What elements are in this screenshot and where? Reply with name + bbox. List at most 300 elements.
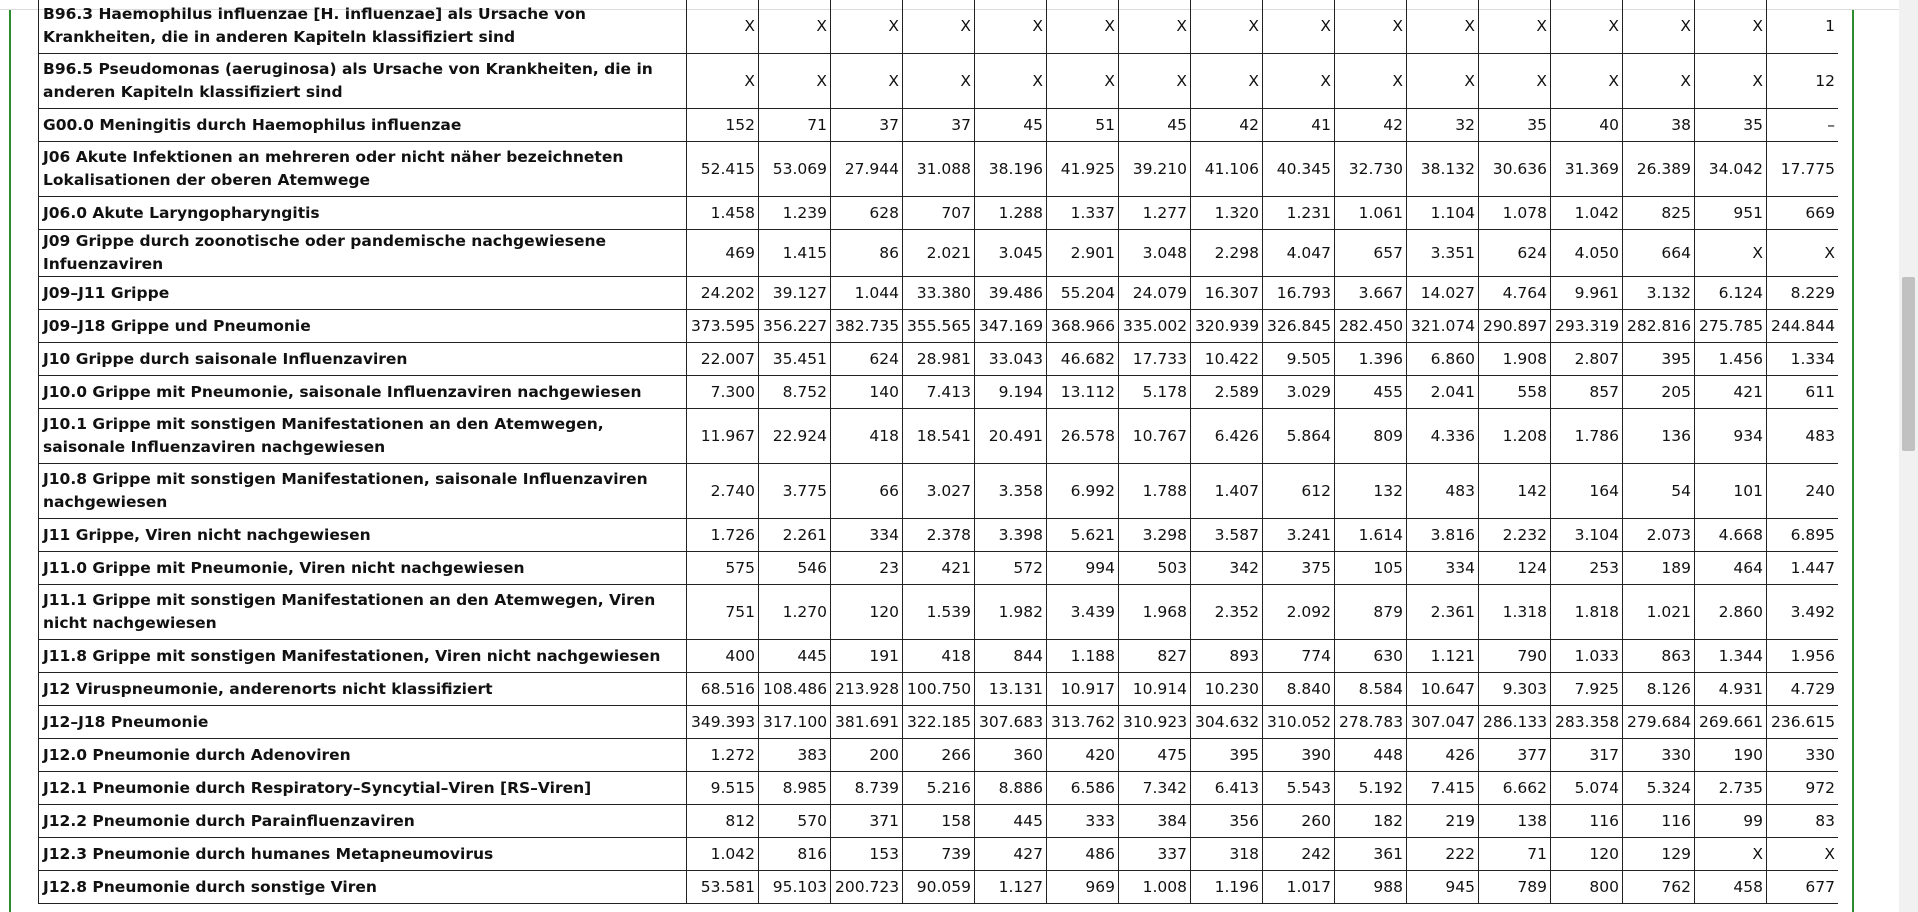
table-cell-value: 334 — [831, 519, 903, 552]
table-cell-value: 1.318 — [1479, 585, 1551, 640]
table-cell-value: 342 — [1191, 552, 1263, 585]
table-cell-value: 2.232 — [1479, 519, 1551, 552]
table-cell-value: 333 — [1047, 805, 1119, 838]
table-cell-value: 863 — [1623, 640, 1695, 673]
scrollbar-thumb[interactable] — [1902, 277, 1915, 451]
table-cell-value: 142 — [1479, 464, 1551, 519]
table-cell-value: 1.061 — [1335, 197, 1407, 230]
table-cell-value: 22.007 — [687, 343, 759, 376]
table-cell-value: 322.185 — [903, 706, 975, 739]
table-cell-value: 1.968 — [1119, 585, 1191, 640]
table-cell-value: 6.426 — [1191, 409, 1263, 464]
table-cell-value: 1.415 — [759, 230, 831, 277]
table-cell-value: 3.492 — [1767, 585, 1839, 640]
table-cell-value: 3.048 — [1119, 230, 1191, 277]
table-cell-value: 32 — [1407, 109, 1479, 142]
table-cell-value: 3.398 — [975, 519, 1047, 552]
row-label: J10.1 Grippe mit sonstigen Manifestationen an den Atemwegen, saisonale Influenzaviren nachgewiesen — [39, 409, 687, 464]
table-cell-value: 1.786 — [1551, 409, 1623, 464]
table-row — [39, 376, 1839, 409]
table-cell-value: 279.684 — [1623, 706, 1695, 739]
table-cell-value: 503 — [1119, 552, 1191, 585]
row-label: J11 Grippe, Viren nicht nachgewiesen — [39, 519, 687, 552]
table-cell-value: 40.345 — [1263, 142, 1335, 197]
table-cell-value: 6.860 — [1407, 343, 1479, 376]
table-row — [39, 109, 1839, 142]
table-cell-value: 190 — [1695, 739, 1767, 772]
table-cell-value: 222 — [1407, 838, 1479, 871]
table-cell-value: 4.047 — [1263, 230, 1335, 277]
table-row — [39, 409, 1839, 464]
table-cell-value: 45 — [1119, 109, 1191, 142]
table-cell-value: 1.726 — [687, 519, 759, 552]
table-cell-value: 1.121 — [1407, 640, 1479, 673]
table-row — [39, 673, 1839, 706]
table-cell-value: 395 — [1191, 739, 1263, 772]
table-cell-value: 100.750 — [903, 673, 975, 706]
table-cell-value: 116 — [1551, 805, 1623, 838]
table-cell-value: 951 — [1695, 197, 1767, 230]
row-label: J09–J11 Grippe — [39, 277, 687, 310]
table-cell-value: 275.785 — [1695, 310, 1767, 343]
table-cell-value: 1.239 — [759, 197, 831, 230]
row-label: J10 Grippe durch saisonale Influenzaviren — [39, 343, 687, 376]
table-cell-value: 10.767 — [1119, 409, 1191, 464]
table-cell-value: 762 — [1623, 871, 1695, 904]
table-cell-value: 23 — [831, 552, 903, 585]
row-label: J10.8 Grippe mit sonstigen Manifestationen, saisonale Influenzaviren nachgewiesen — [39, 464, 687, 519]
table-cell-value: 707 — [903, 197, 975, 230]
table-cell-value: 5.324 — [1623, 772, 1695, 805]
table-cell-value: 2.860 — [1695, 585, 1767, 640]
table-cell-value: 1.908 — [1479, 343, 1551, 376]
table-cell-value: 10.917 — [1047, 673, 1119, 706]
table-cell-value: 381.691 — [831, 706, 903, 739]
table-cell-value: 10.647 — [1407, 673, 1479, 706]
table-cell-value: 572 — [975, 552, 1047, 585]
table-cell-value: 4.764 — [1479, 277, 1551, 310]
table-row — [39, 805, 1839, 838]
table-cell-value: 8.840 — [1263, 673, 1335, 706]
table-cell-value: 3.587 — [1191, 519, 1263, 552]
table-cell-value: X — [903, 0, 975, 54]
table-cell-value: 420 — [1047, 739, 1119, 772]
table-cell-value: X — [1047, 54, 1119, 109]
table-cell-value: 6.992 — [1047, 464, 1119, 519]
table-cell-value: 9.194 — [975, 376, 1047, 409]
table-cell-value: 9.505 — [1263, 343, 1335, 376]
table-cell-value: 24.202 — [687, 277, 759, 310]
table-cell-value: 318 — [1191, 838, 1263, 871]
table-cell-value: 3.027 — [903, 464, 975, 519]
table-cell-value: 11.967 — [687, 409, 759, 464]
diagnosis-statistics-table — [38, 0, 1838, 904]
row-label: J11.8 Grippe mit sonstigen Manifestationen, Viren nicht nachgewiesen — [39, 640, 687, 673]
table-cell-value: 1.407 — [1191, 464, 1263, 519]
table-cell-value: 3.351 — [1407, 230, 1479, 277]
row-label: J06 Akute Infektionen an mehreren oder nicht näher bezeichneten Lokalisationen der oberen Atemwege — [39, 142, 687, 197]
table-cell-value: 827 — [1119, 640, 1191, 673]
table-cell-value: 313.762 — [1047, 706, 1119, 739]
table-cell-value: 3.132 — [1623, 277, 1695, 310]
table-cell-value: 2.735 — [1695, 772, 1767, 805]
table-cell-value: 68.516 — [687, 673, 759, 706]
table-cell-value: 1.017 — [1263, 871, 1335, 904]
table-cell-value: 213.928 — [831, 673, 903, 706]
table-cell-value: 236.615 — [1767, 706, 1839, 739]
row-label: J12–J18 Pneumonie — [39, 706, 687, 739]
table-cell-value: 39.127 — [759, 277, 831, 310]
table-cell-value: 39.486 — [975, 277, 1047, 310]
table-cell-value: 8.126 — [1623, 673, 1695, 706]
table-cell-value: 630 — [1335, 640, 1407, 673]
table-cell-value: 200.723 — [831, 871, 903, 904]
table-cell-value: 200 — [831, 739, 903, 772]
table-cell-value: X — [1623, 54, 1695, 109]
table-cell-value: 9.303 — [1479, 673, 1551, 706]
table-cell-value: 4.729 — [1767, 673, 1839, 706]
table-cell-value: 10.422 — [1191, 343, 1263, 376]
content-frame-left-border — [9, 10, 11, 912]
table-row — [39, 706, 1839, 739]
table-cell-value: 41.925 — [1047, 142, 1119, 197]
table-cell-value: 71 — [759, 109, 831, 142]
table-cell-value: 455 — [1335, 376, 1407, 409]
table-cell-value: 382.735 — [831, 310, 903, 343]
table-cell-value: 42 — [1191, 109, 1263, 142]
table-cell-value: 38.196 — [975, 142, 1047, 197]
table-cell-value: 1.033 — [1551, 640, 1623, 673]
table-cell-value: 2.589 — [1191, 376, 1263, 409]
table-cell-value: 972 — [1767, 772, 1839, 805]
table-cell-value: X — [1695, 0, 1767, 54]
table-cell-value: 14.027 — [1407, 277, 1479, 310]
table-cell-value: 418 — [903, 640, 975, 673]
table-cell-value: 945 — [1407, 871, 1479, 904]
table-cell-value: 242 — [1263, 838, 1335, 871]
table-cell-value: 105 — [1335, 552, 1407, 585]
table-cell-value: 816 — [759, 838, 831, 871]
table-cell-value: 1.078 — [1479, 197, 1551, 230]
table-cell-value: 789 — [1479, 871, 1551, 904]
table-cell-value: 790 — [1479, 640, 1551, 673]
table-cell-value: X — [687, 54, 759, 109]
table-cell-value: 120 — [1551, 838, 1623, 871]
table-cell-value: 326.845 — [1263, 310, 1335, 343]
table-cell-value: 5.543 — [1263, 772, 1335, 805]
table-cell-value: 290.897 — [1479, 310, 1551, 343]
table-cell-value: 1.208 — [1479, 409, 1551, 464]
row-label: J11.0 Grippe mit Pneumonie, Viren nicht nachgewiesen — [39, 552, 687, 585]
table-row — [39, 230, 1839, 277]
table-cell-value: 132 — [1335, 464, 1407, 519]
table-cell-value: 1.104 — [1407, 197, 1479, 230]
table-cell-value: 427 — [975, 838, 1047, 871]
table-cell-value: 879 — [1335, 585, 1407, 640]
table-cell-value: 278.783 — [1335, 706, 1407, 739]
table-cell-value: 4.336 — [1407, 409, 1479, 464]
table-row — [39, 54, 1839, 109]
table-cell-value: 8.985 — [759, 772, 831, 805]
table-cell-value: 1.788 — [1119, 464, 1191, 519]
table-cell-value: 13.131 — [975, 673, 1047, 706]
table-cell-value: 330 — [1767, 739, 1839, 772]
table-cell-value: 4.050 — [1551, 230, 1623, 277]
table-cell-value: 2.073 — [1623, 519, 1695, 552]
table-cell-value: 10.230 — [1191, 673, 1263, 706]
table-cell-value: 35.451 — [759, 343, 831, 376]
table-cell-value: 1.277 — [1119, 197, 1191, 230]
table-cell-value: 317 — [1551, 739, 1623, 772]
table-cell-value: 934 — [1695, 409, 1767, 464]
table-cell-value: 3.045 — [975, 230, 1047, 277]
table-cell-value: 152 — [687, 109, 759, 142]
table-cell-value: X — [1335, 0, 1407, 54]
table-cell-value: 1.021 — [1623, 585, 1695, 640]
table-cell-value: 41.106 — [1191, 142, 1263, 197]
table-cell-value: 1.320 — [1191, 197, 1263, 230]
row-label: B96.5 Pseudomonas (aeruginosa) als Ursache von Krankheiten, die in anderen Kapiteln klassifiziert sind — [39, 54, 687, 109]
row-label: J12.3 Pneumonie durch humanes Metapneumovirus — [39, 838, 687, 871]
table-cell-value: X — [1479, 54, 1551, 109]
table-cell-value: 483 — [1407, 464, 1479, 519]
table-cell-value: 4.668 — [1695, 519, 1767, 552]
row-label: J12 Viruspneumonie, anderenorts nicht klassifiziert — [39, 673, 687, 706]
table-cell-value: 664 — [1623, 230, 1695, 277]
table-cell-value: 310.052 — [1263, 706, 1335, 739]
statistics-table-container — [38, 0, 1838, 912]
table-cell-value: 124 — [1479, 552, 1551, 585]
table-cell-value: 371 — [831, 805, 903, 838]
vertical-scrollbar[interactable] — [1899, 0, 1918, 912]
row-label: J12.0 Pneumonie durch Adenoviren — [39, 739, 687, 772]
table-cell-value: 426 — [1407, 739, 1479, 772]
table-cell-value: 377 — [1479, 739, 1551, 772]
table-cell-value: 2.361 — [1407, 585, 1479, 640]
table-cell-value: 283.358 — [1551, 706, 1623, 739]
table-cell-value: 55.204 — [1047, 277, 1119, 310]
table-cell-value: 8.752 — [759, 376, 831, 409]
table-cell-value: 1.127 — [975, 871, 1047, 904]
table-cell-value: 1.008 — [1119, 871, 1191, 904]
table-cell-value: 282.450 — [1335, 310, 1407, 343]
table-cell-value: 8.584 — [1335, 673, 1407, 706]
row-label: J12.1 Pneumonie durch Respiratory–Syncytial–Viren [RS–Viren] — [39, 772, 687, 805]
table-cell-value: 253 — [1551, 552, 1623, 585]
table-cell-value: 3.816 — [1407, 519, 1479, 552]
table-cell-value: 1.458 — [687, 197, 759, 230]
table-cell-value: 330 — [1623, 739, 1695, 772]
table-cell-value: 120 — [831, 585, 903, 640]
table-cell-value: 1.456 — [1695, 343, 1767, 376]
table-cell-value: 9.961 — [1551, 277, 1623, 310]
row-label: J09–J18 Grippe und Pneumonie — [39, 310, 687, 343]
table-cell-value: 2.092 — [1263, 585, 1335, 640]
table-cell-value: 35 — [1695, 109, 1767, 142]
table-cell-value: 18.541 — [903, 409, 975, 464]
table-cell-value: 356.227 — [759, 310, 831, 343]
table-cell-value: 1.614 — [1335, 519, 1407, 552]
table-cell-value: 40 — [1551, 109, 1623, 142]
table-cell-value: X — [1407, 0, 1479, 54]
table-cell-value: 16.307 — [1191, 277, 1263, 310]
table-cell-value: 34.042 — [1695, 142, 1767, 197]
table-cell-value: X — [1551, 54, 1623, 109]
table-cell-value: 39.210 — [1119, 142, 1191, 197]
table-cell-value: 1.447 — [1767, 552, 1839, 585]
table-cell-value: 677 — [1767, 871, 1839, 904]
table-cell-value: 445 — [759, 640, 831, 673]
table-cell-value: 304.632 — [1191, 706, 1263, 739]
table-cell-value: 5.074 — [1551, 772, 1623, 805]
table-cell-value: 1.196 — [1191, 871, 1263, 904]
table-cell-value: X — [1623, 0, 1695, 54]
table-cell-value: 384 — [1119, 805, 1191, 838]
table-cell-value: 2.740 — [687, 464, 759, 519]
table-cell-value: 37 — [831, 109, 903, 142]
table-cell-value: 95.103 — [759, 871, 831, 904]
table-cell-value: 1.231 — [1263, 197, 1335, 230]
row-label: J09 Grippe durch zoonotische oder pandemische nachgewiesene Infuenzaviren — [39, 230, 687, 277]
table-cell-value: 282.816 — [1623, 310, 1695, 343]
table-cell-value: X — [1407, 54, 1479, 109]
table-cell-value: 33.380 — [903, 277, 975, 310]
table-cell-value: 5.864 — [1263, 409, 1335, 464]
table-body — [39, 0, 1839, 904]
table-cell-value: 22.924 — [759, 409, 831, 464]
table-cell-value: 6.124 — [1695, 277, 1767, 310]
table-cell-value: 2.901 — [1047, 230, 1119, 277]
table-cell-value: 611 — [1767, 376, 1839, 409]
table-cell-value: 293.319 — [1551, 310, 1623, 343]
table-cell-value: X — [1119, 54, 1191, 109]
table-cell-value: 286.133 — [1479, 706, 1551, 739]
table-cell-value: 52.415 — [687, 142, 759, 197]
table-cell-value: 624 — [1479, 230, 1551, 277]
table-cell-value: 8.739 — [831, 772, 903, 805]
table-cell-value: X — [1479, 0, 1551, 54]
table-cell-value: 373.595 — [687, 310, 759, 343]
table-cell-value: 240 — [1767, 464, 1839, 519]
table-cell-value: 448 — [1335, 739, 1407, 772]
table-cell-value: 2.021 — [903, 230, 975, 277]
table-cell-value: 12 — [1767, 54, 1839, 109]
table-cell-value: X — [1695, 230, 1767, 277]
table-cell-value: 3.104 — [1551, 519, 1623, 552]
table-cell-value: X — [975, 0, 1047, 54]
table-cell-value: 3.298 — [1119, 519, 1191, 552]
table-cell-value: 20.491 — [975, 409, 1047, 464]
table-cell-value: 99 — [1695, 805, 1767, 838]
table-row — [39, 197, 1839, 230]
table-cell-value: 1.337 — [1047, 197, 1119, 230]
table-cell-value: 5.621 — [1047, 519, 1119, 552]
table-cell-value: 51 — [1047, 109, 1119, 142]
table-cell-value: 71 — [1479, 838, 1551, 871]
table-cell-value: 2.041 — [1407, 376, 1479, 409]
table-cell-value: 10.914 — [1119, 673, 1191, 706]
table-row — [39, 519, 1839, 552]
table-cell-value: 1.288 — [975, 197, 1047, 230]
table-cell-value: 475 — [1119, 739, 1191, 772]
table-cell-value: 86 — [831, 230, 903, 277]
table-row — [39, 464, 1839, 519]
table-cell-value: 337 — [1119, 838, 1191, 871]
row-label: J12.2 Pneumonie durch Parainfluenzaviren — [39, 805, 687, 838]
table-cell-value: 31.088 — [903, 142, 975, 197]
table-cell-value: 7.415 — [1407, 772, 1479, 805]
table-cell-value: 1 — [1767, 0, 1839, 54]
table-cell-value: 395 — [1623, 343, 1695, 376]
table-row — [39, 310, 1839, 343]
table-cell-value: 41 — [1263, 109, 1335, 142]
table-cell-value: 101 — [1695, 464, 1767, 519]
row-label: J12.8 Pneumonie durch sonstige Viren — [39, 871, 687, 904]
table-cell-value: – — [1767, 109, 1839, 142]
table-cell-value: 307.047 — [1407, 706, 1479, 739]
table-cell-value: 3.667 — [1335, 277, 1407, 310]
table-cell-value: X — [1767, 838, 1839, 871]
row-label: J06.0 Akute Laryngopharyngitis — [39, 197, 687, 230]
table-cell-value: 129 — [1623, 838, 1695, 871]
table-cell-value: 164 — [1551, 464, 1623, 519]
table-cell-value: 825 — [1623, 197, 1695, 230]
table-cell-value: X — [687, 0, 759, 54]
table-cell-value: 361 — [1335, 838, 1407, 871]
table-cell-value: 33.043 — [975, 343, 1047, 376]
table-cell-value: 90.059 — [903, 871, 975, 904]
table-cell-value: 483 — [1767, 409, 1839, 464]
table-cell-value: 46.682 — [1047, 343, 1119, 376]
table-cell-value: 317.100 — [759, 706, 831, 739]
table-cell-value: 3.241 — [1263, 519, 1335, 552]
row-label: G00.0 Meningitis durch Haemophilus influenzae — [39, 109, 687, 142]
table-cell-value: 54 — [1623, 464, 1695, 519]
table-cell-value: 7.413 — [903, 376, 975, 409]
table-cell-value: 205 — [1623, 376, 1695, 409]
table-cell-value: 266 — [903, 739, 975, 772]
table-cell-value: X — [1191, 0, 1263, 54]
table-cell-value: 1.956 — [1767, 640, 1839, 673]
table-cell-value: 45 — [975, 109, 1047, 142]
table-cell-value: 8.229 — [1767, 277, 1839, 310]
table-cell-value: X — [759, 0, 831, 54]
table-cell-value: 486 — [1047, 838, 1119, 871]
table-cell-value: X — [1695, 54, 1767, 109]
table-cell-value: 37 — [903, 109, 975, 142]
table-cell-value: 1.334 — [1767, 343, 1839, 376]
table-cell-value: 464 — [1695, 552, 1767, 585]
table-cell-value: 893 — [1191, 640, 1263, 673]
table-cell-value: 83 — [1767, 805, 1839, 838]
table-cell-value: 136 — [1623, 409, 1695, 464]
table-cell-value: 244.844 — [1767, 310, 1839, 343]
table-row — [39, 772, 1839, 805]
table-cell-value: 7.342 — [1119, 772, 1191, 805]
table-cell-value: X — [1047, 0, 1119, 54]
table-cell-value: X — [1335, 54, 1407, 109]
table-cell-value: 38.132 — [1407, 142, 1479, 197]
table-cell-value: 1.396 — [1335, 343, 1407, 376]
table-cell-value: 320.939 — [1191, 310, 1263, 343]
table-cell-value: 66 — [831, 464, 903, 519]
table-cell-value: 4.931 — [1695, 673, 1767, 706]
table-cell-value: 53.581 — [687, 871, 759, 904]
table-cell-value: 140 — [831, 376, 903, 409]
table-cell-value: 310.923 — [1119, 706, 1191, 739]
table-cell-value: 1.272 — [687, 739, 759, 772]
table-cell-value: 570 — [759, 805, 831, 838]
